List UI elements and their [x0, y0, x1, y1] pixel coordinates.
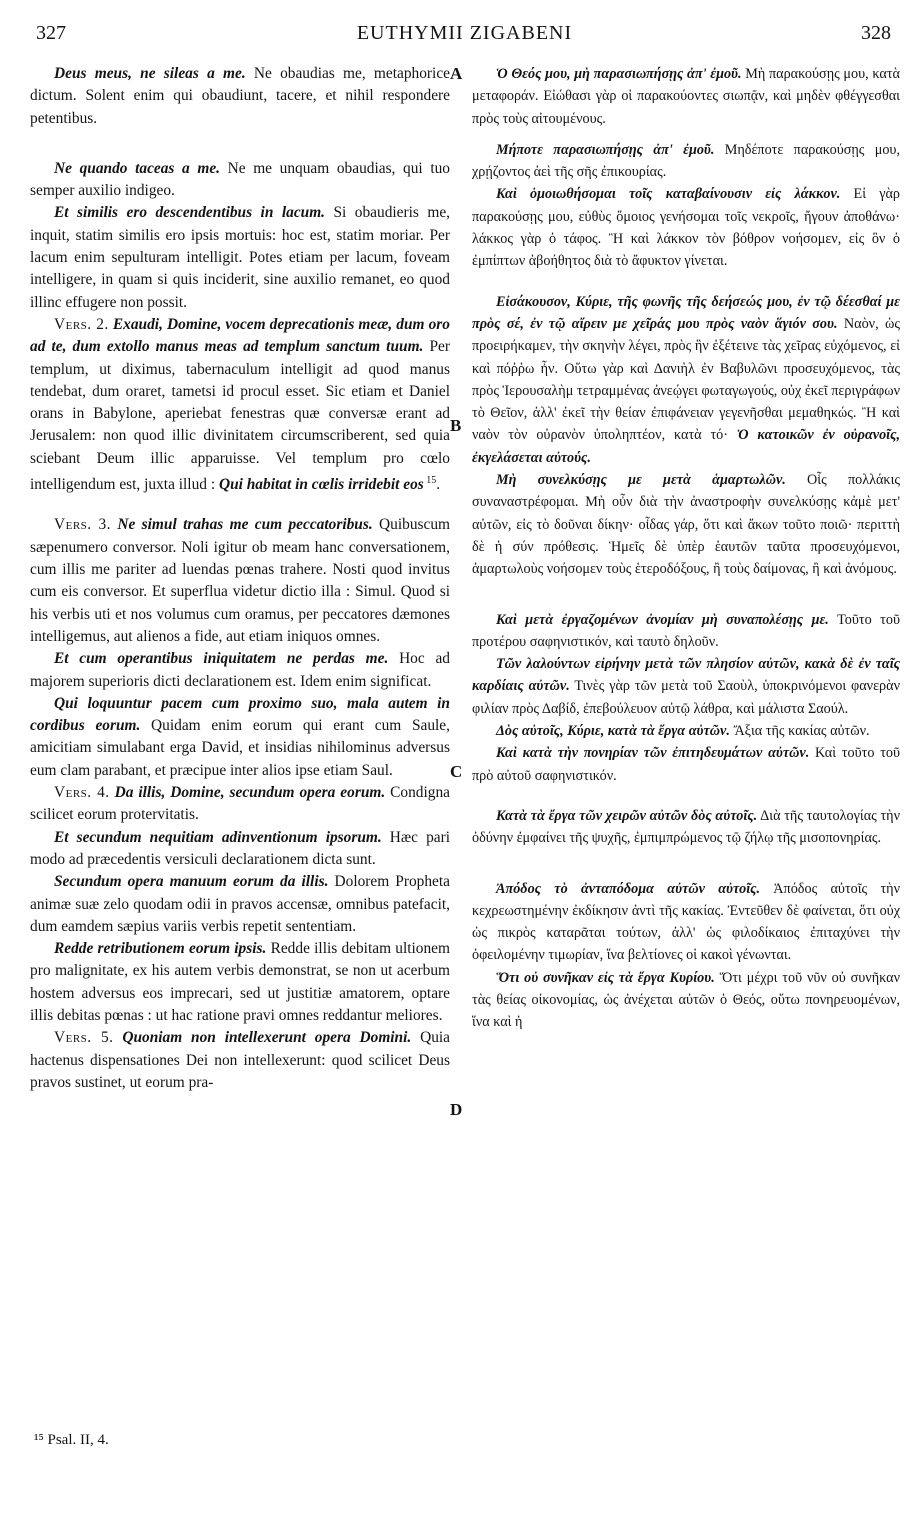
comment: Εἰ γὰρ παρακούσῃς μου, εὐθὺς ὅμοιος γενήσομαι τοῖς νεκροῖς, ἤγουν ἀποθάνω· λάκκος γὰρ ὁ τάφος. Ἢ καὶ λάκκον τὸν βόθρον νοήσομεν, εἰς ὃν ὁ ἐμπίπτων ἀβοήθητος διὰ τὸ ἄφυκτον γίνεται. — [472, 186, 900, 270]
greek-paragraph — [472, 291, 900, 469]
lemma: Καὶ κατὰ τὴν πονηρίαν τῶν ἐπιτηδευμάτων αὐτῶν. — [496, 745, 810, 762]
comment: Dolorem Propheta animæ suæ zelo quodam odii in pravos accensæ, omnibus patefacit, dum eamdem sæpius variis verbis repetit sententiam. — [30, 873, 450, 935]
section-marker-d: D — [450, 1100, 463, 1119]
greek-paragraph — [472, 63, 900, 130]
greek-paragraph — [472, 742, 900, 787]
comment: Hoc ad majorem superioris dicti declarationem est. Idem enim significat. — [30, 650, 450, 690]
latin-paragraph — [30, 202, 450, 313]
lemma: Ἀπόδος τὸ ἀνταπόδομα αὐτῶν αὐτοῖς. — [496, 880, 761, 897]
greek-paragraph — [472, 878, 900, 967]
greek-paragraph — [472, 139, 900, 184]
comment: Μὴ παρακούσῃς μου, κατὰ μεταφοράν. Εἰώθασι γὰρ οἱ παρακούοντες σιωπᾷν, καὶ μηδὲν φθέγγεσθαι πρὸς τοὺς αἰτουμένους. — [472, 66, 900, 127]
lemma: Et cum operantibus iniquitatem ne perdas me. — [54, 650, 389, 668]
section-marker-c: C — [450, 762, 463, 781]
lemma: Τῶν λαλούντων εἰρήνην μετὰ τῶν πλησίον αὐτῶν, κακὰ δὲ ἐν ταῖς καρδίαις αὐτῶν. — [472, 656, 900, 695]
lemma: Secundum opera manuum eorum da illis. — [54, 873, 329, 891]
comment: Διὰ τῆς ταυτολογίας τὴν ὀδύνην ἐμφαίνει τῆς ψυχῆς, ἐμπιμπρώμενος τῷ ζήλῳ τῆς μισοπονηρίας. — [472, 807, 900, 847]
latin-paragraph — [30, 648, 450, 693]
latin-paragraph — [30, 314, 450, 497]
comment: Condigna scilicet eorum protervitatis. — [30, 784, 451, 824]
lemma: Et secundum nequitiam adinventionum ipsorum. — [54, 828, 382, 846]
lemma: Μὴ συνελκύσῃς με μετὰ ἁμαρτωλῶν. — [496, 472, 786, 489]
lemma: Δὸς αὐτοῖς, Κύριε, κατὰ τὰ ἔργα αὐτῶν. — [496, 723, 730, 740]
comment: Καὶ τοῦτο τοῦ πρὸ αὐτοῦ σαφηνιστικόν. — [472, 745, 901, 784]
footnote: ¹⁵ Psal. II, 4. — [34, 1432, 109, 1448]
greek-paragraph — [472, 720, 900, 742]
comment: Si obaudieris me, inquit, statim similis ero ipsis mortuis: hoc est, statim moriar. Per lacum enim sepulturam intelligit. Potes etiam per lacum, foveam intelligere, in quam si quis inciderit, sine auxilio remanet, eo quod illinc effugere non possit. — [30, 204, 450, 311]
comment: Ναὸν, ὡς προειρήκαμεν, τὴν σκηνὴν λέγει, πρὸς ἣν ἐξέτεινε τὰς χεῖρας εὐχόμενος, εἰ καὶ πόῤῥω ἦν. Οὕτω γὰρ καὶ Δανιὴλ ἐν Βαβυλῶνι προσευχόμενος, τὰς πρὸς Ἱερουσαλὴμ τετραμμένας ἀνεῴγει φωταγωγούς, οὐχ ἐκεῖ περιγράφων τὸ Θεῖον, ἀλλ' ἐκεῖ τὴν θείαν ἐπιφάνειαν γεγενῆσθαι μεμαθηκώς. Ἢ καὶ ναὸν τὸν οὐρανὸν ὑποληπτέον, κατὰ τό· — [472, 315, 901, 444]
latin-paragraph — [30, 63, 450, 130]
verse-label: Vers. 5. — [54, 1029, 114, 1047]
lemma: Redde retributionem eorum ipsis. — [54, 940, 267, 958]
verse-label: Vers. 3. — [54, 516, 112, 534]
comment: Τινὲς γὰρ τῶν μετὰ τοῦ Σαοὺλ, ὑποκρινόμενοι φανερὰν φιλίαν πρὸς Δαβίδ, ἐπεβούλευον αὐτῷ λάθρα, καὶ μάλιστα Σαούλ. — [472, 678, 900, 717]
lemma: Ne simul trahas me cum peccatoribus. — [111, 516, 373, 534]
greek-paragraph — [472, 653, 900, 720]
comment: Τοῦτο τοῦ προτέρου σαφηνιστικόν, καὶ ταυτὸ δηλοῦν. — [472, 611, 901, 650]
running-title: EUTHYMII ZIGABENI — [356, 22, 573, 44]
latin-paragraph — [30, 782, 450, 827]
comment: Ἄξια τῆς κακίας αὐτῶν. — [729, 723, 870, 740]
lemma: Καὶ ὁμοιωθήσομαι τοῖς καταβαίνουσιν εἰς λάκκον. — [496, 186, 841, 203]
lemma: Καὶ μετὰ ἐργαζομένων ἀνομίαν μὴ συναπολέσῃς με. — [496, 611, 829, 628]
lemma: Et similis ero descendentibus in lacum. — [54, 204, 326, 222]
lemma: Qui loquuntur pacem cum proximo suo, mala autem in cordibus eorum. — [30, 694, 450, 735]
latin-paragraph — [30, 827, 450, 872]
greek-paragraph — [472, 183, 900, 272]
scripture-quote: Ὁ κατοικῶν ἐν οὐρανοῖς, ἐκγελάσεται αὐτούς. — [472, 427, 900, 466]
latin-paragraph — [30, 871, 450, 938]
greek-paragraph — [472, 469, 900, 580]
latin-paragraph — [30, 938, 450, 1027]
lemma: Ὅτι οὐ συνῆκαν εἰς τὰ ἔργα Κυρίου. — [496, 969, 715, 986]
comment: Μηδέποτε παρακούσῃς μου, χρῄζοντος ἀεὶ τῆς σῆς ἐπικουρίας. — [472, 141, 900, 181]
comment: Quidam enim eorum qui erant cum Saule, amicitiam simulabant erga David, et insidias nihilominus adversus eum clam parabant, et præcipue inter alios ipse etiam Saul. — [30, 717, 450, 779]
comment: Οἷς πολλάκις συναναστρέφομαι. Μὴ οὖν διὰ τὴν ἀναστροφὴν συνελκύσῃς κἀμὲ μετ' αὐτῶν, εἰς τὸ δοῦναι δίκην· οἶδας γάρ, ὅτι καὶ ἄκων τοῦτο ποιῶ· περιττὴ δὲ ἡ σύν πρόθεσις. Ἡμεῖς δὲ ὑπὲρ ἑαυτῶν ταῦτα προσευχόμενοι, ἁμαρτωλοὺς νοήσομεν τοὺς ἑτεροδόξους, ἢ τοὺς δαίμονας, ἢ καὶ ἀνόμους. — [472, 472, 900, 578]
lemma: Ne quando taceas a me. — [54, 159, 221, 177]
comment: Ne obaudias me, metaphorice dictum. Solent enim qui obaudiunt, tacere, et nihil respondere petentibus. — [30, 65, 450, 127]
comment: Quia hactenus dispensationes Dei non intellexerunt: quod scilicet Deus pravos sustinet, ut eorum pra- — [30, 1029, 450, 1091]
comment: Hæc pari modo ad præcedentis versiculi declarationem dicta sunt. — [30, 828, 450, 868]
lemma: Exaudi, Domine, vocem deprecationis meæ, dum oro ad te, dum extollo manus meas ad templum sanctum tuum. — [30, 315, 450, 356]
greek-paragraph — [472, 967, 900, 1034]
section-marker-b: B — [450, 416, 462, 435]
lemma: Deus meus, ne sileas a me. — [54, 65, 246, 82]
latin-column — [30, 63, 450, 1094]
lemma: Quoniam non intellexerunt opera Domini. — [113, 1029, 412, 1047]
verse-label: Vers. 2. — [54, 315, 109, 333]
lemma: Εἰσάκουσον, Κύριε, τῆς φωνῆς τῆς δεήσεώς μου, ἐν τῷ δέεσθαί με πρὸς σέ, ἐν τῷ αἴρειν με χεῖράς μου πρὸς ναὸν ἅγιόν σου. — [472, 293, 900, 332]
lemma: Ὁ Θεός μου, μὴ παρασιωπήσῃς ἀπ' ἐμοῦ. — [496, 66, 742, 82]
comment: Quibuscum sæpenumero conversor. Noli igitur ob meam hanc conversationem, cum illis me pariter ad luendas pœnas trahere. Nosti quod invitus cum eis conversor. Et superflua videtur dictio illa : Simul. Quod si his verbis uti et nos volumus cum oramus, per peccatores dæmones intelligemus, aut alienos a fide, aut etiam iniquos omnes. — [30, 516, 451, 645]
scripture-quote: Qui habitat in cœlis irridebit eos — [218, 476, 424, 494]
comment: Per templum, ut diximus, tabernaculum intelligit ad quod manus tendebat, dum oraret, tametsi id procul esset. Sic etiam et Daniel orans in Babylone, aperiebat fenestras quæ conversæ erant ad Jerusalem: non quod illic divinitatem circumscriberent, sed quia sciebant Deum illic apparuisse. Vel templum pro cœlo intelligendum est, juxta illud : — [30, 338, 450, 494]
section-marker-a: A — [450, 64, 463, 83]
comment-tail: . — [436, 476, 441, 494]
comment: Ὅτι μέχρι τοῦ νῦν οὐ συνῆκαν τὰς θείας οἰκονομίας, ὡς ἀνέχεται αὐτῶν ὁ Θεός, οὕτω πονηρευομένων, ἵνα καὶ ἡ — [472, 969, 900, 1031]
latin-paragraph — [30, 1027, 450, 1094]
comment: Redde illis debitam ultionem pro malignitate, ex his autem verbis demonstrat, se non ut acerbum hostem adversus eos imprecari, sed ut justitiæ amatorem, optare illis debitas pœnas : ut hac ratione pravi omnes reddantur meliores. — [30, 940, 450, 1024]
latin-paragraph — [30, 693, 450, 782]
running-header — [28, 20, 901, 50]
greek-paragraph — [472, 805, 900, 850]
latin-paragraph — [30, 158, 450, 203]
greek-paragraph — [472, 609, 900, 654]
greek-column — [472, 63, 900, 1034]
lemma: Κατὰ τὰ ἔργα τῶν χειρῶν αὐτῶν δὸς αὐτοῖς. — [496, 807, 758, 824]
comment: Ἀπόδος αὐτοῖς τὴν κεχρεωστημένην ἐκδίκησιν ἀντὶ τῆς κακίας. Ἐντεῦθεν δὲ φαίνεται, ὅτι οὐχ ὡς πικρὸς καταρᾶται τούτων, ἀλλ' ὡς φιλοδίκαιος ἐπιταχύνει τὴν ὀφειλομένην τιμωρίαν, ἵνα βελτίονες οἱ κακοὶ γένωνται. — [472, 880, 901, 964]
lemma: Μήποτε παρασιωπήσῃς ἀπ' ἐμοῦ. — [496, 141, 715, 158]
footnote-ref: 15 — [423, 475, 437, 487]
verse-label: Vers. 4. — [54, 784, 110, 802]
page-number-left: 327 — [36, 22, 66, 44]
page-number-right: 328 — [861, 22, 891, 44]
comment: Ne me unquam obaudias, qui tuo semper auxilio indigeo. — [30, 159, 450, 200]
lemma: Da illis, Domine, secundum opera eorum. — [109, 784, 386, 802]
latin-paragraph — [30, 514, 450, 648]
